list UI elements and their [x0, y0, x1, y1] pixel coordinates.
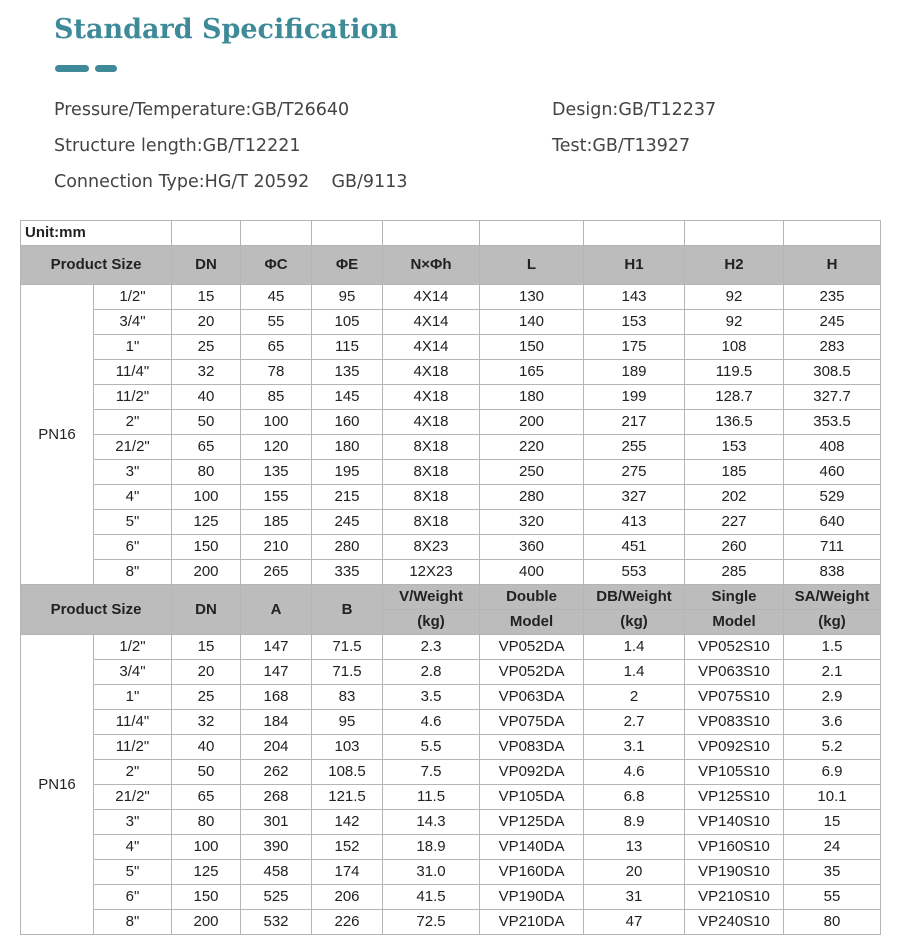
table-cell: 130 [480, 285, 584, 310]
table-cell: 80 [172, 460, 241, 485]
table-cell: 3.5 [383, 685, 480, 710]
weight-header-row [21, 585, 881, 610]
table-cell: VP140S10 [685, 810, 784, 835]
table-cell: 92 [685, 285, 784, 310]
header-cell: Model [480, 610, 584, 635]
table-cell: 8" [94, 910, 172, 935]
table-cell: 217 [584, 410, 685, 435]
header-cell: H1 [584, 246, 685, 285]
table-cell: 103 [312, 735, 383, 760]
table-row [21, 460, 881, 485]
table-row [21, 860, 881, 885]
table-cell: 152 [312, 835, 383, 860]
table-cell: 3.6 [784, 710, 881, 735]
table-cell: 353.5 [784, 410, 881, 435]
table-cell: 200 [172, 560, 241, 585]
table-cell: 71.5 [312, 660, 383, 685]
table-cell: 2 [584, 685, 685, 710]
header-cell: V/Weight [383, 585, 480, 610]
header-cell: Single [685, 585, 784, 610]
table-cell: VP190S10 [685, 860, 784, 885]
table-cell: 2" [94, 410, 172, 435]
table-cell: 40 [172, 735, 241, 760]
table-cell: 78 [241, 360, 312, 385]
header-cell: H [784, 246, 881, 285]
table-cell: 100 [172, 835, 241, 860]
table-cell: VP083S10 [685, 710, 784, 735]
table-cell: 262 [241, 760, 312, 785]
table-cell: 11/4" [94, 360, 172, 385]
table-cell: 1.4 [584, 635, 685, 660]
table-cell: VP052DA [480, 660, 584, 685]
table-cell: 8X18 [383, 485, 480, 510]
unit-label: Unit:mm [21, 221, 172, 246]
header-cell: DN [172, 585, 241, 635]
table-cell: 250 [480, 460, 584, 485]
table-cell: 1/2" [94, 285, 172, 310]
table-cell: 451 [584, 535, 685, 560]
table-cell: 128.7 [685, 385, 784, 410]
table-cell: 115 [312, 335, 383, 360]
table-cell: 71.5 [312, 635, 383, 660]
table-row [21, 560, 881, 585]
table-cell: 280 [312, 535, 383, 560]
table-cell: 8X23 [383, 535, 480, 560]
unit-row [21, 221, 881, 246]
table-cell: VP083DA [480, 735, 584, 760]
header-cell: (kg) [383, 610, 480, 635]
table-cell: 55 [241, 310, 312, 335]
table-cell: 24 [784, 835, 881, 860]
table-cell: 3.1 [584, 735, 685, 760]
table-cell: 13 [584, 835, 685, 860]
table-cell: 195 [312, 460, 383, 485]
table-cell: 640 [784, 510, 881, 535]
table-cell: 10.1 [784, 785, 881, 810]
header-cell: B [312, 585, 383, 635]
table-cell: VP210S10 [685, 885, 784, 910]
table-row [21, 310, 881, 335]
table-cell: 105 [312, 310, 383, 335]
table-cell: VP075S10 [685, 685, 784, 710]
table-cell: 5.5 [383, 735, 480, 760]
table-cell: 125 [172, 860, 241, 885]
table-cell: 185 [241, 510, 312, 535]
table-cell: 1" [94, 685, 172, 710]
table-cell: 460 [784, 460, 881, 485]
table-cell: VP063S10 [685, 660, 784, 685]
header-cell: SA/Weight [784, 585, 881, 610]
table-row [21, 835, 881, 860]
table-cell: VP063DA [480, 685, 584, 710]
table-cell: 65 [241, 335, 312, 360]
table-cell: 168 [241, 685, 312, 710]
table-cell: 8X18 [383, 460, 480, 485]
table-cell: 4.6 [383, 710, 480, 735]
table-cell: VP125DA [480, 810, 584, 835]
table-cell: 25 [172, 335, 241, 360]
table-cell: 31 [584, 885, 685, 910]
header-cell: N×Φh [383, 246, 480, 285]
table-cell: 5" [94, 510, 172, 535]
spec-test: Test:GB/T13927 [552, 136, 691, 156]
table-row [21, 660, 881, 685]
table-cell: 7.5 [383, 760, 480, 785]
table-cell: 72.5 [383, 910, 480, 935]
table-cell: 8X18 [383, 510, 480, 535]
table-cell: 532 [241, 910, 312, 935]
table-row [21, 685, 881, 710]
pressure-class-cell: PN16 [21, 635, 94, 935]
table-cell: 11.5 [383, 785, 480, 810]
table-cell: 260 [685, 535, 784, 560]
table-cell: 15 [172, 285, 241, 310]
table-row [21, 710, 881, 735]
table-cell: 327.7 [784, 385, 881, 410]
header-cell: ΦE [312, 246, 383, 285]
table-cell: 95 [312, 710, 383, 735]
header-cell: ΦC [241, 246, 312, 285]
table-row [21, 635, 881, 660]
table-cell: 136.5 [685, 410, 784, 435]
table-cell: 174 [312, 860, 383, 885]
table-cell: 210 [241, 535, 312, 560]
table-cell: 145 [312, 385, 383, 410]
table-cell: 25 [172, 685, 241, 710]
table-cell: 40 [172, 385, 241, 410]
table-cell: 147 [241, 635, 312, 660]
table-cell: 3" [94, 460, 172, 485]
table-row [21, 810, 881, 835]
header-cell: (kg) [584, 610, 685, 635]
table-cell: 55 [784, 885, 881, 910]
table-cell: 4X18 [383, 410, 480, 435]
table-cell: 150 [480, 335, 584, 360]
table-cell: 20 [172, 660, 241, 685]
table-cell: 280 [480, 485, 584, 510]
table-cell: 21/2" [94, 435, 172, 460]
table-cell: 165 [480, 360, 584, 385]
table-cell: 180 [480, 385, 584, 410]
table-cell: 121.5 [312, 785, 383, 810]
table-cell: 6.9 [784, 760, 881, 785]
table-cell: 143 [584, 285, 685, 310]
table-cell: 80 [784, 910, 881, 935]
table-cell: 11/2" [94, 385, 172, 410]
table-cell: VP190DA [480, 885, 584, 910]
table-cell: 285 [685, 560, 784, 585]
table-cell: 1" [94, 335, 172, 360]
table-cell: 1.4 [584, 660, 685, 685]
table-row [21, 485, 881, 510]
table-cell: 6" [94, 885, 172, 910]
table-cell: 20 [172, 310, 241, 335]
table-cell: 140 [480, 310, 584, 335]
table-cell: 4X14 [383, 285, 480, 310]
header-cell: Product Size [21, 585, 172, 635]
table-cell: 85 [241, 385, 312, 410]
table-cell: VP092S10 [685, 735, 784, 760]
table-cell: 83 [312, 685, 383, 710]
table-cell: 20 [584, 860, 685, 885]
table-cell: 200 [480, 410, 584, 435]
table-cell: 6.8 [584, 785, 685, 810]
table-row [21, 785, 881, 810]
table-cell: 12X23 [383, 560, 480, 585]
table-cell: 35 [784, 860, 881, 885]
title-underline-long [55, 65, 89, 72]
table-cell: 185 [685, 460, 784, 485]
table-cell: 160 [312, 410, 383, 435]
table-cell: 2" [94, 760, 172, 785]
table-row [21, 285, 881, 310]
table-cell: VP140DA [480, 835, 584, 860]
table-cell: 31.0 [383, 860, 480, 885]
table-cell: 50 [172, 760, 241, 785]
header-cell: H2 [685, 246, 784, 285]
table-cell: 2.3 [383, 635, 480, 660]
table-cell: 155 [241, 485, 312, 510]
table-cell: 255 [584, 435, 685, 460]
table-cell: 4X18 [383, 360, 480, 385]
table-cell: 15 [172, 635, 241, 660]
table-cell: 5.2 [784, 735, 881, 760]
table-cell: 838 [784, 560, 881, 585]
table-cell: 245 [784, 310, 881, 335]
table-cell: 458 [241, 860, 312, 885]
table-cell: 65 [172, 435, 241, 460]
table-cell: 283 [784, 335, 881, 360]
table-row [21, 885, 881, 910]
spec-structure-length: Structure length:GB/T12221 [54, 136, 301, 156]
table-cell: 4X18 [383, 385, 480, 410]
table-cell: VP105DA [480, 785, 584, 810]
table-cell: 308.5 [784, 360, 881, 385]
table-cell: 8.9 [584, 810, 685, 835]
table-cell: 135 [241, 460, 312, 485]
table-cell: 227 [685, 510, 784, 535]
table-row [21, 510, 881, 535]
table-cell: 180 [312, 435, 383, 460]
table-cell: 21/2" [94, 785, 172, 810]
table-cell: 525 [241, 885, 312, 910]
table-cell: 153 [685, 435, 784, 460]
pressure-class-cell: PN16 [21, 285, 94, 585]
table-cell: VP075DA [480, 710, 584, 735]
table-cell: 147 [241, 660, 312, 685]
table-cell: 8X18 [383, 435, 480, 460]
table-cell: 3/4" [94, 660, 172, 685]
spec-design: Design:GB/T12237 [552, 100, 717, 120]
table-cell: 2.9 [784, 685, 881, 710]
table-cell: VP210DA [480, 910, 584, 935]
table-cell: 2.1 [784, 660, 881, 685]
table-cell: 206 [312, 885, 383, 910]
table-cell: 4X14 [383, 310, 480, 335]
table-cell: 202 [685, 485, 784, 510]
table-cell: 1.5 [784, 635, 881, 660]
table-row [21, 760, 881, 785]
table-cell: 11/4" [94, 710, 172, 735]
table-row [21, 435, 881, 460]
table-cell: VP105S10 [685, 760, 784, 785]
table-cell: 108.5 [312, 760, 383, 785]
table-cell: 335 [312, 560, 383, 585]
table-cell: 553 [584, 560, 685, 585]
table-cell: 41.5 [383, 885, 480, 910]
table-cell: 390 [241, 835, 312, 860]
spec-pressure-temperature: Pressure/Temperature:GB/T26640 [54, 100, 350, 120]
table-cell: 92 [685, 310, 784, 335]
table-cell: 360 [480, 535, 584, 560]
header-cell: DN [172, 246, 241, 285]
spec-connection-type: Connection Type:HG/T 20592 GB/9113 [54, 172, 408, 192]
table-row [21, 535, 881, 560]
table-cell: 220 [480, 435, 584, 460]
header-cell: Double [480, 585, 584, 610]
table-cell: 2.7 [584, 710, 685, 735]
table-cell: 2.8 [383, 660, 480, 685]
table-cell: 189 [584, 360, 685, 385]
header-cell: Model [685, 610, 784, 635]
table-row [21, 335, 881, 360]
table-cell: 100 [172, 485, 241, 510]
table-cell: 235 [784, 285, 881, 310]
table-cell: 142 [312, 810, 383, 835]
table-cell: VP092DA [480, 760, 584, 785]
page-title: Standard Specification [54, 14, 399, 45]
table-cell: 204 [241, 735, 312, 760]
table-cell: 100 [241, 410, 312, 435]
table-cell: 3" [94, 810, 172, 835]
table-cell: 400 [480, 560, 584, 585]
table-cell: 120 [241, 435, 312, 460]
table-cell: 5" [94, 860, 172, 885]
table-cell: 3/4" [94, 310, 172, 335]
table-cell: 8" [94, 560, 172, 585]
table-row [21, 360, 881, 385]
table-cell: 50 [172, 410, 241, 435]
table-cell: 150 [172, 535, 241, 560]
table-cell: VP125S10 [685, 785, 784, 810]
table-cell: 45 [241, 285, 312, 310]
table-cell: 14.3 [383, 810, 480, 835]
table-cell: VP052S10 [685, 635, 784, 660]
table-cell: 265 [241, 560, 312, 585]
table-cell: 80 [172, 810, 241, 835]
table-cell: 6" [94, 535, 172, 560]
table-cell: 11/2" [94, 735, 172, 760]
table-cell: 245 [312, 510, 383, 535]
table-cell: 1/2" [94, 635, 172, 660]
table-cell: 275 [584, 460, 685, 485]
table-cell: 153 [584, 310, 685, 335]
table-cell: 268 [241, 785, 312, 810]
header-cell: (kg) [784, 610, 881, 635]
header-cell: DB/Weight [584, 585, 685, 610]
table-cell: 408 [784, 435, 881, 460]
table-cell: 18.9 [383, 835, 480, 860]
table-cell: 711 [784, 535, 881, 560]
table-cell: 95 [312, 285, 383, 310]
table-cell: 301 [241, 810, 312, 835]
table-cell: VP052DA [480, 635, 584, 660]
table-cell: 226 [312, 910, 383, 935]
table-cell: 184 [241, 710, 312, 735]
table-cell: 529 [784, 485, 881, 510]
table-row [21, 385, 881, 410]
table-cell: 32 [172, 710, 241, 735]
table-cell: 4.6 [584, 760, 685, 785]
table-cell: 4X14 [383, 335, 480, 360]
header-cell: Product Size [21, 246, 172, 285]
table-cell: 4" [94, 485, 172, 510]
table-cell: 320 [480, 510, 584, 535]
table-cell: 200 [172, 910, 241, 935]
table-cell: 150 [172, 885, 241, 910]
table-cell: 32 [172, 360, 241, 385]
table-cell: 413 [584, 510, 685, 535]
table-row [21, 735, 881, 760]
table-cell: 47 [584, 910, 685, 935]
header-cell: L [480, 246, 584, 285]
table-cell: VP240S10 [685, 910, 784, 935]
header-cell: A [241, 585, 312, 635]
title-underline-short [95, 65, 117, 72]
table-cell: 108 [685, 335, 784, 360]
table-cell: 15 [784, 810, 881, 835]
table-cell: 175 [584, 335, 685, 360]
specification-table [20, 220, 881, 935]
table-row [21, 910, 881, 935]
table-cell: VP160S10 [685, 835, 784, 860]
dims-header-row [21, 246, 881, 285]
table-cell: 135 [312, 360, 383, 385]
table-cell: 215 [312, 485, 383, 510]
table-cell: 327 [584, 485, 685, 510]
table-cell: 4" [94, 835, 172, 860]
table-cell: 65 [172, 785, 241, 810]
table-cell: VP160DA [480, 860, 584, 885]
table-row [21, 410, 881, 435]
table-cell: 119.5 [685, 360, 784, 385]
table-cell: 199 [584, 385, 685, 410]
table-cell: 125 [172, 510, 241, 535]
